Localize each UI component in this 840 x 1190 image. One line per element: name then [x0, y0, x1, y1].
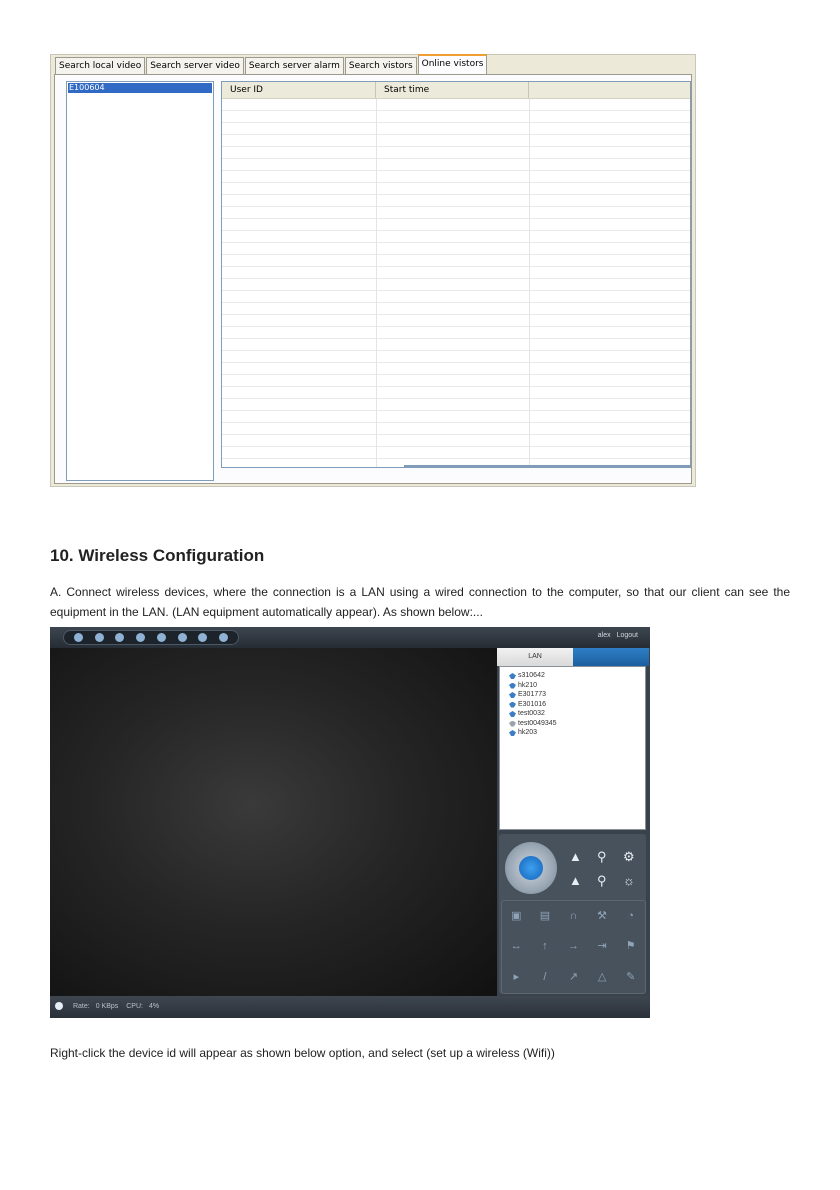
device-id: hk210: [518, 681, 538, 689]
tab-search-server-video[interactable]: Search server video: [146, 57, 244, 75]
cpu-label: CPU:: [126, 1003, 143, 1010]
folder-icon[interactable]: ▤: [539, 909, 551, 922]
device-tree-item[interactable]: [500, 681, 645, 691]
device-id: test0032: [518, 710, 545, 717]
ptz-control-panel: [499, 834, 646, 994]
info-icon[interactable]: [219, 633, 228, 642]
play-icon[interactable]: [95, 633, 104, 642]
camera-icon[interactable]: ▣: [511, 909, 522, 922]
user-box: [594, 632, 638, 639]
search-icon[interactable]: [136, 633, 145, 642]
column-header-empty[interactable]: [529, 82, 690, 98]
side-panel: [497, 648, 650, 996]
rate-value: 0 KBps: [95, 1003, 119, 1010]
footer-paragraph: Right-click the device id will appear as shown below option, and select (set up a wireless (Wifi)): [50, 1046, 555, 1060]
warning-icon[interactable]: △: [597, 971, 607, 984]
device-id: E301773: [518, 691, 547, 698]
tab-search-local-video[interactable]: Search local video: [55, 57, 145, 75]
visitors-dialog-screenshot: [50, 54, 696, 487]
tab-online-visitors[interactable]: Online vistors: [418, 54, 488, 76]
zoom-icon[interactable]: ⚲: [597, 849, 607, 864]
device-online-icon: [509, 683, 516, 689]
tab-search-visitors[interactable]: Search vistors: [345, 57, 417, 75]
slash-icon[interactable]: /: [543, 971, 547, 984]
section-paragraph: A. Connect wireless devices, where the connection is a LAN using a wired connection to the computer, so that our client can see the equipment in the LAN. (LAN equipment automatically appear). As shown below:...: [50, 585, 790, 619]
visitors-table[interactable]: [221, 81, 691, 468]
arrow-up-icon[interactable]: ↑: [542, 940, 548, 953]
search-tabs: [55, 57, 488, 75]
tab-visitor[interactable]: [573, 648, 649, 666]
horizontal-scrollbar[interactable]: [404, 465, 690, 467]
column-header-start-time[interactable]: Start time: [376, 82, 529, 98]
device-online-icon: [509, 692, 516, 698]
flag-icon[interactable]: ▸: [513, 971, 520, 984]
dial-icon[interactable]: ◔: [627, 909, 635, 922]
status-bar: [50, 996, 650, 1018]
device-tree[interactable]: [499, 666, 646, 830]
table-header: [222, 82, 690, 99]
top-toolbar: [50, 627, 650, 648]
device-id: test0049345: [518, 719, 557, 727]
device-id: s310642: [518, 672, 545, 679]
device-online-icon: [509, 711, 516, 717]
triangle-icon[interactable]: ▲: [569, 873, 582, 888]
device-tree-item[interactable]: [500, 728, 645, 738]
cpu-value: 4%: [148, 1003, 160, 1010]
device-list-item[interactable]: E100604: [68, 83, 212, 93]
device-tree-item[interactable]: [500, 700, 645, 710]
tab-pane: [54, 74, 692, 484]
status-indicator-icon: [55, 1002, 63, 1010]
flag-icon[interactable]: ⚑: [625, 940, 636, 953]
side-tabs: [497, 648, 650, 666]
tab-lan[interactable]: LAN: [497, 648, 573, 666]
zoom-icon[interactable]: ⚲: [597, 873, 607, 888]
section-heading: 10. Wireless Configuration: [50, 546, 265, 565]
rate-label: Rate:: [72, 1003, 90, 1010]
device-online-icon: [509, 730, 516, 736]
logout-link[interactable]: Logout: [616, 632, 638, 639]
function-button-grid: [501, 900, 646, 994]
sun-icon[interactable]: ☼: [623, 873, 635, 888]
device-online-icon: [509, 702, 516, 708]
device-tree-item[interactable]: [500, 709, 645, 719]
table-rows: [222, 99, 690, 467]
tools-icon[interactable]: ✎: [626, 971, 636, 984]
device-id: hk203: [518, 729, 538, 736]
arrow-right-icon[interactable]: →: [567, 940, 579, 953]
device-id: E301016: [518, 700, 547, 708]
video-view[interactable]: [50, 648, 497, 996]
toolbar-button-group: [63, 630, 239, 645]
headset-icon[interactable]: ∩: [569, 909, 578, 922]
tab-search-server-alarm[interactable]: Search server alarm: [245, 57, 344, 75]
triangle-icon[interactable]: ▲: [569, 849, 582, 864]
device-online-icon: [509, 673, 516, 679]
grid-view-icon[interactable]: [74, 633, 83, 642]
cloud-icon[interactable]: [115, 633, 124, 642]
device-tree-item[interactable]: [500, 690, 645, 700]
screen-icon[interactable]: [178, 633, 187, 642]
chart-icon[interactable]: ↗: [568, 971, 579, 984]
device-offline-icon: [509, 721, 516, 727]
export-icon[interactable]: ⇥: [597, 940, 607, 953]
help-icon[interactable]: [198, 633, 207, 642]
client-ui-screenshot: [50, 627, 650, 1018]
bell-icon[interactable]: [157, 633, 166, 642]
device-tree-item[interactable]: [500, 671, 645, 681]
username: alex: [597, 632, 611, 639]
gear-icon[interactable]: ⚙: [623, 849, 635, 864]
device-tree-item[interactable]: [500, 719, 645, 729]
ptz-center-icon[interactable]: [519, 856, 543, 880]
column-header-user-id[interactable]: User ID: [222, 82, 376, 98]
arrow-left-right-icon[interactable]: ↔: [510, 940, 522, 953]
ptz-joystick[interactable]: [505, 842, 557, 894]
wrench-icon[interactable]: ⚒: [597, 909, 608, 922]
device-list[interactable]: [66, 81, 214, 481]
